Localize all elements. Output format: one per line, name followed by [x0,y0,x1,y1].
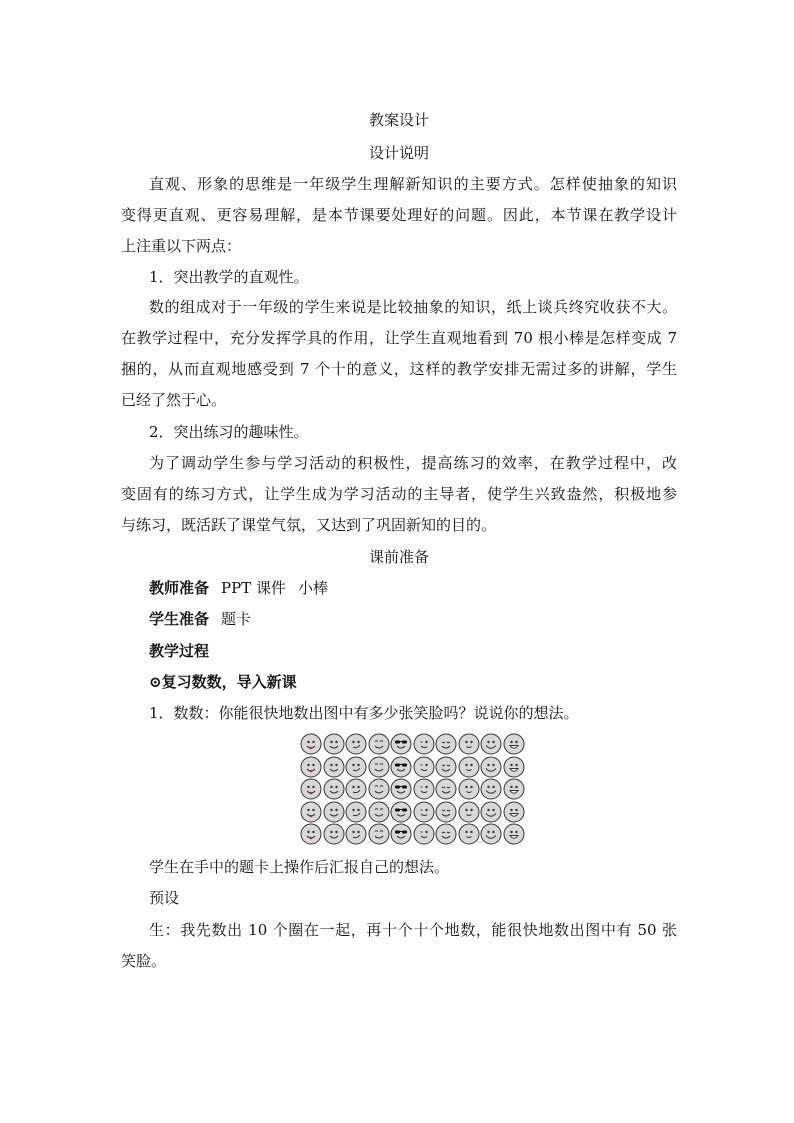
intro-line-2: 变得更直观、更容易理解，是本节课要处理好的问题。因此，本节课在教学设计 [121,206,677,224]
smiley-face-icon [345,801,367,823]
smiley-face-icon [390,823,412,845]
section-preparation: 课前准备 [368,548,429,566]
student-prep-label: 学生准备 [149,610,210,628]
doc-title: 教案设计 [368,111,429,129]
smiley-face-icon [503,801,525,823]
smiley-face-icon [435,823,457,845]
section-design-notes: 设计说明 [368,144,429,162]
smiley-face-icon [345,778,367,800]
smiley-face-icon [480,733,502,755]
smiley-face-icon [300,756,322,778]
smiley-face-icon [435,778,457,800]
smiley-face-icon [323,801,345,823]
smiley-face-icon [390,756,412,778]
smiley-faces-figure [300,733,530,846]
smiley-face-icon [323,823,345,845]
step-1-heading: ⊙复习数数，导入新课 [149,673,297,691]
preset-label: 预设 [149,889,180,907]
question-1: 1．数数：你能很快地数出图中有多少张笑脸吗？说说你的想法。 [149,704,579,722]
smiley-face-icon [503,733,525,755]
smiley-face-icon [368,823,390,845]
smiley-face-icon [345,756,367,778]
point-2-heading: 2．突出练习的趣味性。 [149,423,309,441]
point-1-line-4: 已经了然于心。 [121,391,227,409]
point-1-line-1: 数的组成对于一年级的学生来说是比较抽象的知识，纸上谈兵终究收获不大。 [149,298,677,316]
smiley-face-icon [503,756,525,778]
smiley-face-icon [435,801,457,823]
smiley-face-icon [323,778,345,800]
answer-line-1: 生：我先数出 10 个圈在一起，再十个十个地数，能很快地数出图中有 50 张 [149,921,677,939]
teacher-prep-item-sticks: 小棒 [297,579,328,597]
point-1-heading: 1．突出教学的直观性。 [149,268,309,286]
answer-line-2: 笑脸。 [121,952,167,970]
point-2-line-1: 为了调动学生参与学习活动的积极性，提高练习的效率，在教学过程中，改 [149,454,677,472]
smiley-face-icon [323,756,345,778]
teacher-prep-item-ppt: PPT 课件 [221,579,286,597]
smiley-face-icon [503,823,525,845]
smiley-face-icon [345,823,367,845]
point-1-line-2: 在教学过程中，充分发挥学具的作用，让学生直观地看到 70 根小棒是怎样变成 7 [121,329,677,347]
point-2-line-2: 变固有的练习方式，让学生成为学习活动的主导者，使学生兴致盎然，积极地参 [121,485,677,503]
student-prep-row [149,609,677,629]
point-1-line-3: 捆的，从而直观地感受到 7 个十的意义，这样的教学安排无需过多的讲解，学生 [121,360,677,378]
smiley-face-icon [458,733,480,755]
smiley-face-icon [503,778,525,800]
smiley-face-icon [368,756,390,778]
smiley-face-icon [368,733,390,755]
smiley-face-icon [390,733,412,755]
smiley-face-icon [345,733,367,755]
smiley-face-icon [458,756,480,778]
smiley-face-icon [435,756,457,778]
smiley-face-icon [390,801,412,823]
intro-line-3: 上注重以下两点： [121,237,242,255]
student-prep-item: 题卡 [221,610,252,628]
teacher-prep-label: 教师准备 [149,579,210,597]
smiley-face-icon [480,756,502,778]
smiley-face-icon [413,733,435,755]
smiley-face-icon [413,778,435,800]
smiley-face-icon [300,823,322,845]
smiley-face-icon [480,778,502,800]
section-teaching-process: 教学过程 [149,642,210,660]
smiley-face-icon [300,778,322,800]
smiley-face-icon [413,756,435,778]
smiley-face-icon [480,801,502,823]
smiley-face-icon [458,778,480,800]
smiley-face-icon [413,801,435,823]
smiley-face-icon [323,733,345,755]
smiley-face-icon [458,801,480,823]
smiley-face-icon [413,823,435,845]
teacher-prep-row [149,578,677,598]
smiley-face-icon [458,823,480,845]
smiley-face-icon [300,733,322,755]
smiley-face-icon [368,801,390,823]
point-2-line-3: 与练习，既活跃了课堂气氛，又达到了巩固新知的目的。 [121,516,497,534]
smiley-face-icon [300,801,322,823]
after-figure-text: 学生在手中的题卡上操作后汇报自己的想法。 [149,858,450,876]
smiley-face-icon [390,778,412,800]
smiley-face-icon [435,733,457,755]
intro-line-1: 直观、形象的思维是一年级学生理解新知识的主要方式。怎样使抽象的知识 [149,175,677,193]
smiley-face-icon [368,778,390,800]
smiley-face-icon [480,823,502,845]
